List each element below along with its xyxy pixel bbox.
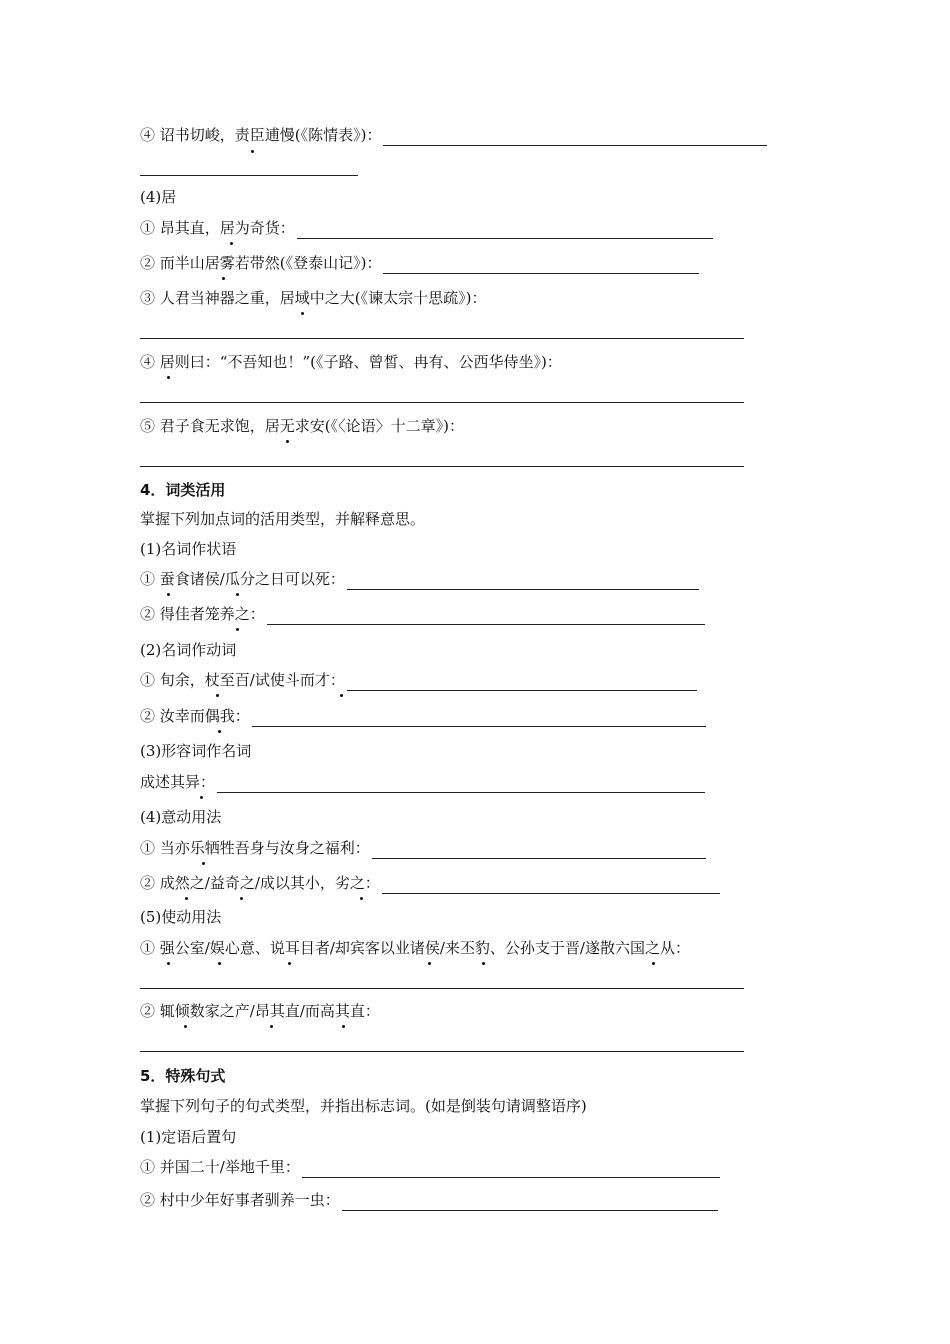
answer-blank[interactable] [372, 844, 706, 859]
emphasis-dot [184, 1025, 187, 1028]
line-19: ① 当亦乐牺牲吾身与汝身之福利： [140, 837, 706, 859]
line-1: ④ 诏书切峻，责臣逋慢(《陈情表》)： [140, 124, 767, 146]
line-20: ② 成然之/益奇之/成以其小，劣之： [140, 872, 720, 894]
line-23: ② 辄倾数家之产/昂其直/而高其直： [140, 1002, 380, 1020]
line-2: (4)居 [140, 188, 177, 206]
subheading: (1)定语后置句 [140, 1128, 237, 1146]
line-4: ② 而半山居雾若带然(《登泰山记》)： [140, 252, 699, 274]
subheading: (3)形容词作名词 [140, 742, 252, 760]
emphasis-dot [216, 694, 219, 697]
line-11: ① 蚕食诸侯/瓜分之日可以死： [140, 568, 699, 590]
answer-blank[interactable] [217, 778, 705, 793]
emphasis-dot [482, 962, 485, 965]
answer-blank[interactable] [267, 610, 705, 625]
answer-blank[interactable] [342, 1196, 718, 1211]
line-17: 成述其异： [140, 771, 705, 793]
answer-blank[interactable] [382, 879, 720, 894]
answer-blank[interactable] [347, 575, 699, 590]
emphasis-dot [286, 440, 289, 443]
emphasis-dot [360, 897, 363, 900]
answer-blank[interactable] [140, 1051, 744, 1052]
answer-blank[interactable] [297, 224, 713, 239]
line-27: ① 并国二十/举地千里： [140, 1156, 720, 1178]
emphasis-dot [428, 962, 431, 965]
emphasis-dot [288, 962, 291, 965]
emphasis-dot [240, 897, 243, 900]
emphasis-dot [185, 897, 188, 900]
answer-blank[interactable] [347, 676, 697, 691]
answer-blank[interactable] [140, 175, 358, 176]
answer-blank[interactable] [140, 402, 744, 403]
answer-blank[interactable] [383, 131, 767, 146]
emphasis-dot [251, 150, 254, 153]
emphasis-dot [652, 962, 655, 965]
emphasis-dot [167, 962, 170, 965]
subheading: (5)使动用法 [140, 908, 222, 926]
section-heading: 5．特殊句式 [140, 1067, 226, 1085]
line-28: ② 村中少年好事者驯养一虫： [140, 1189, 718, 1211]
answer-blank[interactable] [140, 988, 744, 989]
emphasis-dot [230, 242, 233, 245]
line-5: ③ 人君当神器之重，居域中之大(《谏太宗十思疏》)： [140, 289, 487, 307]
emphasis-dot [222, 277, 225, 280]
emphasis-dot [218, 962, 221, 965]
instruction: 掌握下列句子的句式类型，并指出标志词。(如是倒装句请调整语序) [140, 1097, 587, 1115]
emphasis-dot [270, 1025, 273, 1028]
section-heading: 4．词类活用 [140, 481, 226, 499]
subheading: (2)名词作动词 [140, 641, 237, 659]
emphasis-dot [218, 730, 221, 733]
line-22: ① 强公室/娱心意、说耳目者/却宾客以业诸侯/来丕豹、公孙支于晋/遂散六国之从： [140, 939, 690, 957]
line-6: ④ 居则曰：“不吾知也！”(《子路、曾皙、冉有、公西华侍坐》)： [140, 353, 562, 371]
emphasis-dot [301, 312, 304, 315]
line-12: ② 得佳者笼养之： [140, 603, 705, 625]
emphasis-dot [236, 628, 239, 631]
emphasis-dot [167, 376, 170, 379]
answer-blank[interactable] [140, 466, 744, 467]
answer-blank[interactable] [140, 338, 744, 339]
answer-blank[interactable] [383, 259, 699, 274]
emphasis-dot [236, 593, 239, 596]
subheading: (4)意动用法 [140, 808, 222, 826]
emphasis-dot [202, 862, 205, 865]
line-7: ⑤ 君子食无求饱，居无求安(《〈论语〉十二章》)： [140, 417, 464, 435]
answer-blank[interactable] [302, 1163, 720, 1178]
emphasis-dot [342, 1025, 345, 1028]
emphasis-dot [167, 593, 170, 596]
instruction: 掌握下列加点词的活用类型，并解释意思。 [140, 510, 426, 528]
line-15: ② 汝幸而偶我： [140, 705, 706, 727]
emphasis-dot [340, 694, 343, 697]
emphasis-dot [200, 796, 203, 799]
subheading: (1)名词作状语 [140, 540, 237, 558]
line-3: ① 昂其直，居为奇货： [140, 217, 713, 239]
line-14: ① 旬余，杖至百/试使斗而才： [140, 669, 697, 691]
answer-blank[interactable] [252, 712, 706, 727]
